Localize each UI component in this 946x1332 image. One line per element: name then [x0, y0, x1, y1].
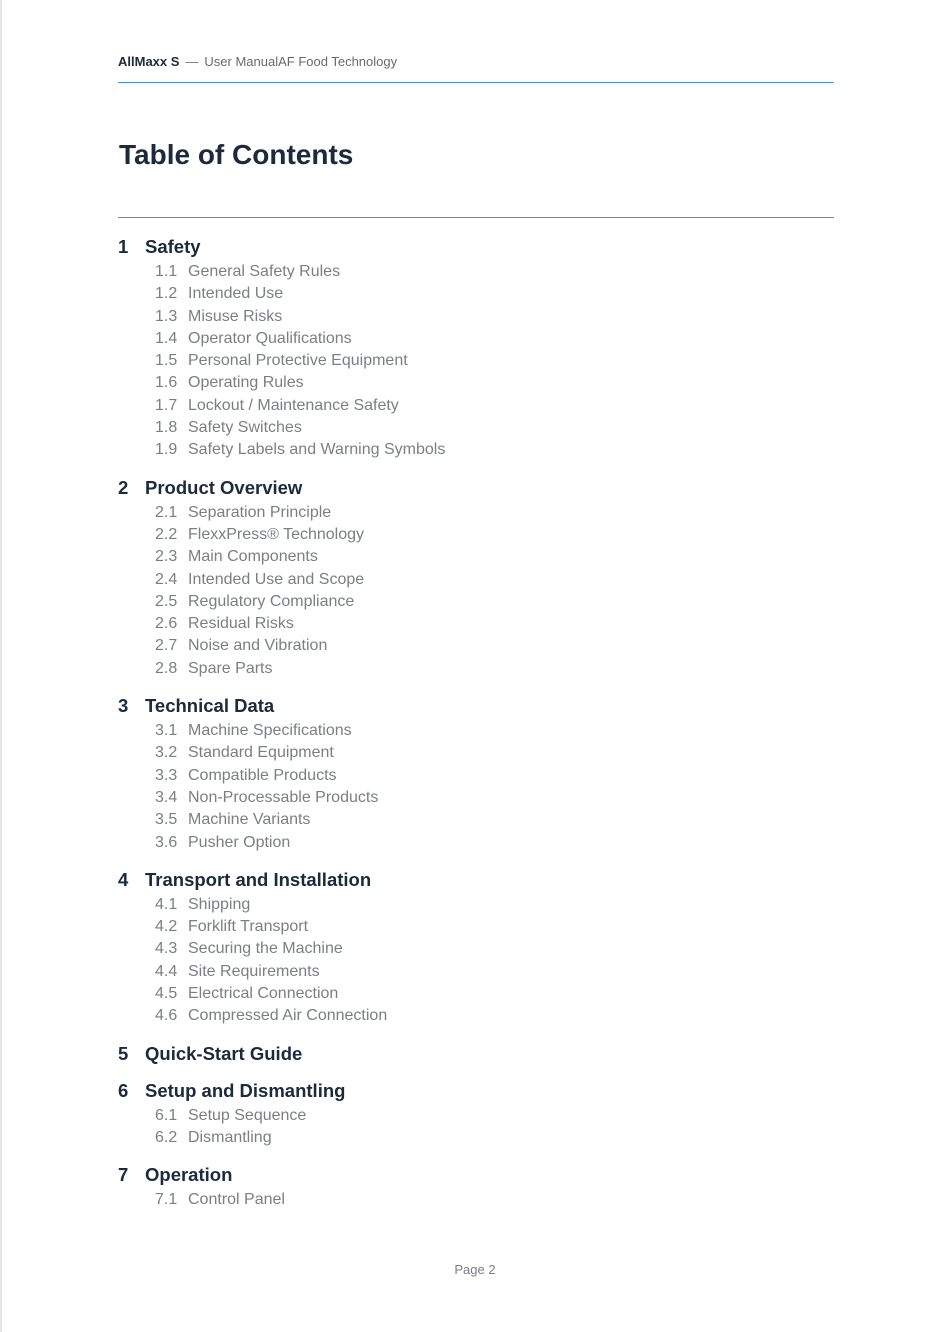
toc-section-number: 3.3 — [155, 766, 178, 784]
toc-section-list — [118, 261, 834, 462]
toc-section-entry[interactable] — [118, 306, 834, 328]
toc-section-entry[interactable] — [118, 613, 834, 635]
toc-section-entry[interactable] — [118, 350, 834, 372]
toc-section-title: Pusher Option — [188, 833, 291, 851]
toc-section-entry[interactable] — [118, 832, 834, 854]
toc-section-entry[interactable] — [118, 261, 834, 283]
toc-section-entry[interactable] — [118, 1105, 834, 1127]
toc-chapter — [118, 695, 834, 854]
toc-section-title: Safety Switches — [188, 419, 302, 437]
toc-chapter-title: Transport and Installation — [145, 868, 372, 890]
toc-section-number: 1.3 — [155, 307, 178, 325]
toc-section-title: Control Panel — [188, 1191, 285, 1209]
toc-section-title: Main Components — [188, 548, 318, 566]
toc-section-list — [118, 1189, 834, 1211]
title-rule — [118, 217, 834, 218]
toc-section-entry[interactable] — [118, 283, 834, 305]
toc-chapter-title: Setup and Dismantling — [145, 1079, 346, 1101]
toc-chapter-number: 7 — [118, 1164, 129, 1186]
toc-section-number: 4.4 — [155, 962, 178, 980]
toc-section-number: 1.9 — [155, 441, 178, 459]
toc-chapter-entry[interactable] — [118, 1043, 834, 1065]
toc-section-title: Regulatory Compliance — [188, 592, 355, 610]
toc-section-number: 2.6 — [155, 615, 178, 633]
toc-section-title: Forklift Transport — [188, 918, 309, 936]
toc-section-title: Standard Equipment — [188, 744, 334, 762]
toc-section-title: Non-Processable Products — [188, 788, 379, 806]
toc-section-number: 1.4 — [155, 329, 178, 347]
toc-section-list — [118, 720, 834, 854]
toc-chapter-title: Product Overview — [145, 476, 303, 498]
toc-section-number: 3.1 — [155, 722, 178, 740]
toc-section-title: Lockout / Maintenance Safety — [188, 396, 399, 414]
toc-section-entry[interactable] — [118, 417, 834, 439]
toc-section-entry[interactable] — [118, 395, 834, 417]
table-of-contents — [118, 236, 834, 1227]
toc-section-title: Setup Sequence — [188, 1106, 307, 1124]
toc-chapter-entry[interactable] — [118, 236, 834, 258]
toc-section-entry[interactable] — [118, 894, 834, 916]
toc-section-number: 6.1 — [155, 1106, 178, 1124]
toc-section-number: 4.1 — [155, 895, 178, 913]
toc-section-entry[interactable] — [118, 524, 834, 546]
toc-section-entry[interactable] — [118, 938, 834, 960]
toc-chapter-title: Technical Data — [145, 695, 275, 717]
toc-chapter-number: 1 — [118, 236, 129, 257]
toc-chapter-entry[interactable] — [118, 869, 834, 891]
toc-section-list — [118, 894, 834, 1028]
toc-section-title: FlexxPress® Technology — [188, 525, 365, 543]
toc-section-entry[interactable] — [118, 1127, 834, 1149]
toc-chapter — [118, 1164, 834, 1211]
toc-section-title: Intended Use — [188, 285, 284, 303]
toc-section-number: 2.3 — [155, 548, 178, 566]
toc-section-number: 3.2 — [155, 744, 178, 762]
toc-section-title: Dismantling — [188, 1128, 272, 1146]
toc-section-number: 4.5 — [155, 985, 178, 1003]
toc-chapter-title: Safety — [145, 236, 201, 257]
toc-section-entry[interactable] — [118, 635, 834, 657]
toc-section-number: 2.7 — [155, 637, 178, 655]
toc-section-number: 2.4 — [155, 570, 178, 588]
toc-section-title: Site Requirements — [188, 962, 320, 980]
toc-section-number: 1.2 — [155, 285, 178, 303]
toc-chapter-number: 3 — [118, 695, 129, 717]
toc-section-entry[interactable] — [118, 809, 834, 831]
toc-chapter — [118, 1043, 834, 1065]
toc-section-title: Separation Principle — [188, 503, 332, 521]
toc-section-title: Intended Use and Scope — [188, 570, 365, 588]
toc-section-entry[interactable] — [118, 742, 834, 764]
running-header — [118, 54, 397, 69]
toc-section-number: 4.3 — [155, 940, 178, 958]
toc-section-entry[interactable] — [118, 1189, 834, 1211]
toc-section-title: Safety Labels and Warning Symbols — [188, 441, 446, 459]
toc-chapter-number: 6 — [118, 1079, 129, 1101]
toc-chapter-number: 5 — [118, 1042, 129, 1064]
toc-section-entry[interactable] — [118, 439, 834, 461]
toc-section-number: 2.2 — [155, 525, 178, 543]
toc-chapter — [118, 477, 834, 680]
toc-section-entry[interactable] — [118, 983, 834, 1005]
toc-section-number: 7.1 — [155, 1191, 178, 1209]
toc-section-number: 2.1 — [155, 503, 178, 521]
header-brand: AllMaxx S — [118, 54, 180, 69]
toc-chapter-entry[interactable] — [118, 1164, 834, 1186]
toc-section-title: Compressed Air Connection — [188, 1007, 388, 1025]
toc-section-number: 1.7 — [155, 396, 178, 414]
toc-section-number: 3.6 — [155, 833, 178, 851]
toc-section-number: 3.5 — [155, 811, 178, 829]
toc-chapter-number: 4 — [118, 868, 129, 890]
toc-section-entry[interactable] — [118, 569, 834, 591]
toc-chapter-entry[interactable] — [118, 477, 834, 499]
toc-chapter-entry[interactable] — [118, 1080, 834, 1102]
toc-section-number: 4.6 — [155, 1007, 178, 1025]
toc-section-entry[interactable] — [118, 502, 834, 524]
toc-section-entry[interactable] — [118, 787, 834, 809]
toc-section-entry[interactable] — [118, 916, 834, 938]
toc-section-title: Noise and Vibration — [188, 637, 328, 655]
header-subtitle: User ManualAF Food Technology — [204, 54, 398, 69]
toc-chapter-title: Quick-Start Guide — [145, 1042, 303, 1064]
toc-chapter — [118, 1080, 834, 1150]
toc-section-entry[interactable] — [118, 765, 834, 787]
toc-section-number: 6.2 — [155, 1128, 178, 1146]
toc-section-entry[interactable] — [118, 720, 834, 742]
toc-section-entry[interactable] — [118, 658, 834, 680]
toc-section-number: 2.5 — [155, 592, 178, 610]
toc-section-title: Residual Risks — [188, 615, 294, 633]
toc-section-entry[interactable] — [118, 372, 834, 394]
toc-section-entry[interactable] — [118, 546, 834, 568]
toc-section-number: 1.6 — [155, 374, 178, 392]
toc-section-title: Operator Qualifications — [188, 329, 352, 347]
toc-section-title: Misuse Risks — [188, 307, 283, 325]
toc-section-number: 1.5 — [155, 352, 178, 370]
toc-section-number: 4.2 — [155, 918, 178, 936]
toc-section-entry[interactable] — [118, 961, 834, 983]
page-title: Table of Contents — [119, 139, 354, 170]
toc-section-title: Spare Parts — [188, 659, 273, 677]
toc-section-title: Machine Specifications — [188, 722, 352, 740]
toc-section-title: Securing the Machine — [188, 940, 343, 958]
toc-section-title: General Safety Rules — [188, 263, 341, 280]
toc-section-entry[interactable] — [118, 1005, 834, 1027]
header-separator: — — [185, 54, 199, 69]
toc-section-number: 2.8 — [155, 659, 178, 677]
toc-section-list — [118, 1105, 834, 1150]
toc-chapter-number: 2 — [118, 476, 129, 498]
toc-section-entry[interactable] — [118, 591, 834, 613]
toc-section-entry[interactable] — [118, 328, 834, 350]
toc-section-number: 1.8 — [155, 419, 178, 437]
toc-section-list — [118, 502, 834, 680]
toc-section-number: 3.4 — [155, 788, 178, 806]
toc-chapter — [118, 869, 834, 1028]
toc-section-title: Personal Protective Equipment — [188, 352, 408, 370]
toc-section-title: Compatible Products — [188, 766, 337, 784]
toc-section-title: Machine Variants — [188, 811, 311, 829]
toc-chapter-entry[interactable] — [118, 695, 834, 717]
toc-chapter-title: Operation — [145, 1164, 233, 1186]
toc-section-title: Operating Rules — [188, 374, 304, 392]
toc-section-title: Shipping — [188, 895, 251, 913]
page-number: Page 2 — [454, 1262, 496, 1277]
toc-section-number: 1.1 — [155, 263, 178, 280]
toc-chapter — [118, 236, 834, 462]
toc-section-title: Electrical Connection — [188, 985, 339, 1003]
header-rule — [118, 82, 834, 83]
